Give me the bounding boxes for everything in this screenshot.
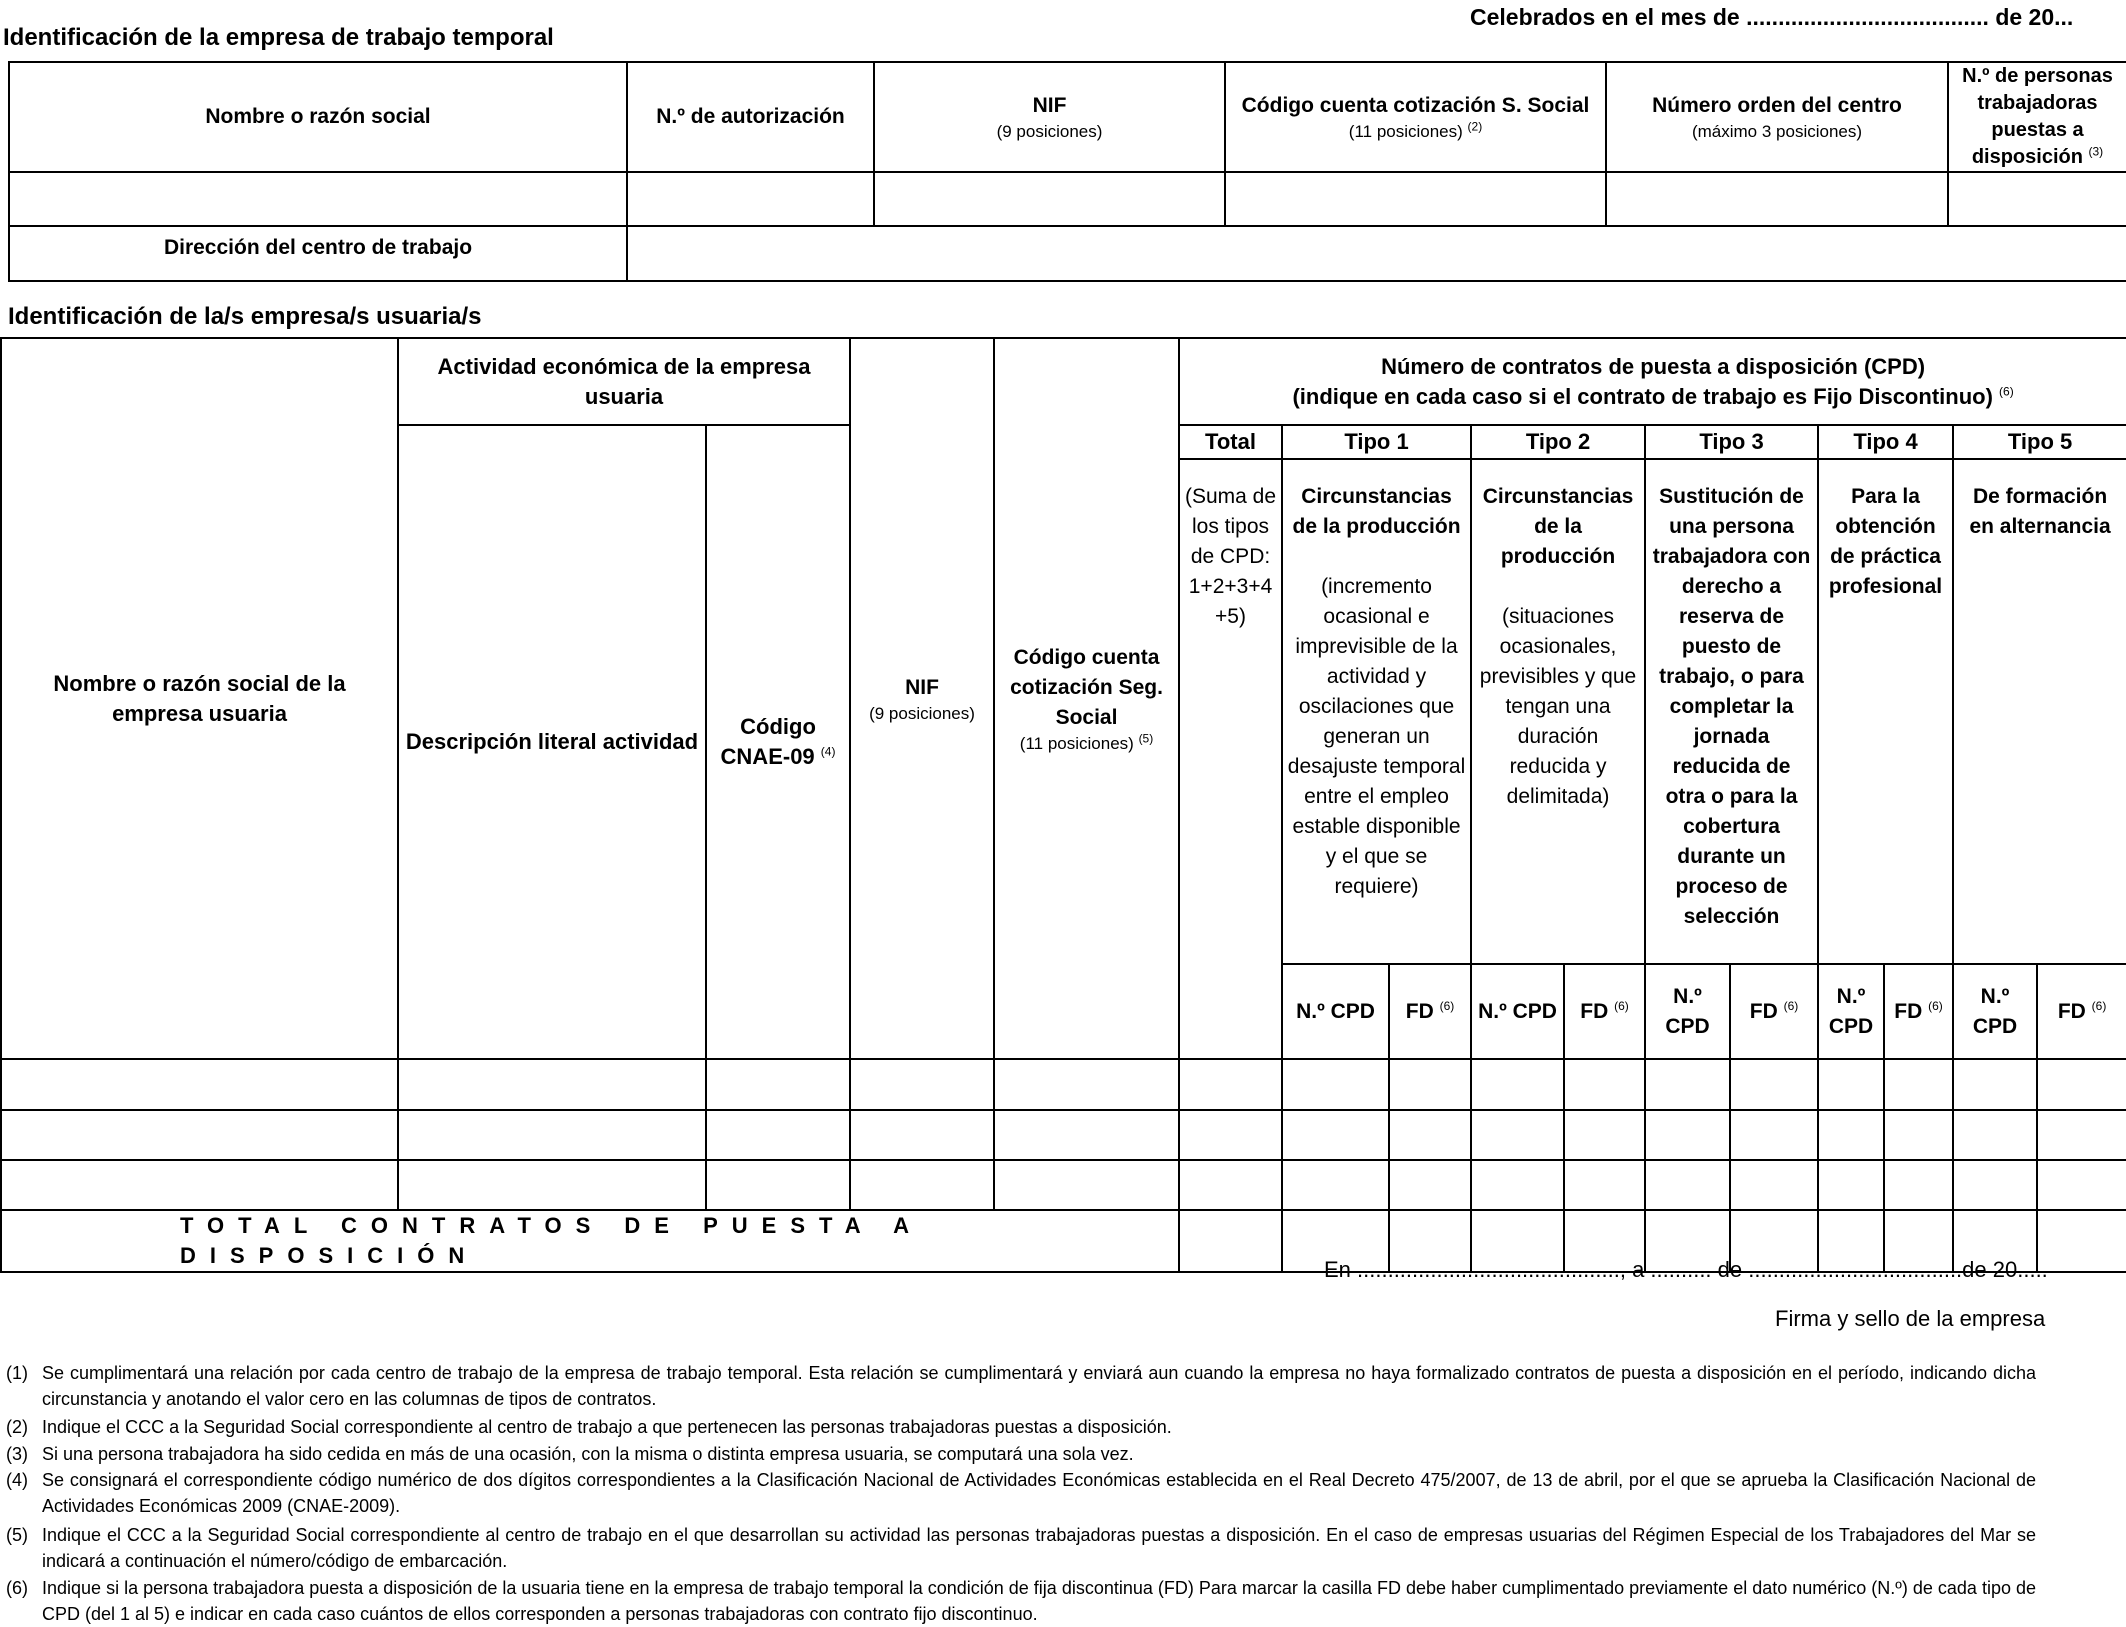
t5-ncpd-head: N.º CPD — [1953, 964, 2037, 1059]
footnote-4 — [6, 1467, 2036, 1519]
type-5-desc — [1953, 459, 2126, 964]
row-cell[interactable] — [1645, 1160, 1730, 1210]
row-cell[interactable] — [1818, 1110, 1884, 1160]
row-cell[interactable] — [1179, 1059, 1282, 1110]
type-3-label: Tipo 3 — [1645, 425, 1818, 459]
ett-centro-label: Número orden del centro — [1652, 94, 1902, 117]
cpd-line2: (indique en cada caso si el contrato de trabajo es Fijo Discontinuo) — [1292, 383, 1993, 409]
footnote-6-num: (6) — [6, 1578, 28, 1598]
table-row — [1, 1160, 2126, 1210]
type-5-desc-bold: De formación en alternancia — [1969, 485, 2111, 538]
row-cell[interactable] — [1179, 1160, 1282, 1210]
usu-ccc-label: Código cuenta cotización Seg. Social — [1010, 645, 1163, 729]
row-cell[interactable] — [1179, 1110, 1282, 1160]
ett-col-auth: N.º de autorización — [627, 62, 874, 172]
t4-ncpd-head: N.º CPD — [1818, 964, 1884, 1059]
row-cell[interactable] — [1730, 1160, 1818, 1210]
t1-fd-ref: (6) — [1439, 998, 1455, 1013]
usu-ccc-note: (11 posiciones) — [1019, 733, 1134, 753]
cnae-label: Código CNAE-09 — [720, 714, 816, 769]
t3-fd-label: FD — [1749, 999, 1778, 1023]
footnote-2-num: (2) — [6, 1417, 28, 1437]
usuaria-section-title: Identificación de la/s empresa/s usuaria/s — [8, 303, 482, 330]
ett-name-input[interactable] — [9, 172, 627, 226]
t5-fd-head — [2037, 964, 2126, 1059]
t4-fd-label: FD — [1894, 999, 1923, 1023]
footnote-4-num: (4) — [6, 1470, 28, 1490]
row-cell[interactable] — [398, 1059, 706, 1110]
row-cell[interactable] — [1389, 1160, 1471, 1210]
total-row-label: TOTAL CONTRATOS DE PUESTA A DISPOSICIÓN — [1, 1210, 1179, 1272]
ett-col-personas — [1948, 62, 2126, 172]
row-cell[interactable] — [850, 1059, 994, 1110]
row-cell[interactable] — [2037, 1059, 2126, 1110]
t5-fd-label: FD — [2057, 999, 2086, 1023]
footnote-5-num: (5) — [6, 1525, 28, 1545]
footnote-1-text: Se cumplimentará una relación por cada centro de trabajo de la empresa de trabajo temporal. Esta relación se cumplimentará y enviará aun cuando la empresa no haya formalizado contratos de puesta a disposición en el período, indicando dicha circunstancia y anotando el valor cero en las columnas de tipos de contratos. — [42, 1363, 2036, 1409]
cnae-ref: (4) — [820, 744, 836, 759]
t1-fd-head — [1389, 964, 1471, 1059]
row-cell[interactable] — [994, 1160, 1179, 1210]
type-2-label: Tipo 2 — [1471, 425, 1645, 459]
ett-centro-note: (máximo 3 posiciones) — [1691, 122, 1863, 141]
ett-ccc-ref: (2) — [1467, 119, 1483, 134]
row-cell[interactable] — [398, 1160, 706, 1210]
row-cell[interactable] — [706, 1160, 850, 1210]
row-cell[interactable] — [1564, 1110, 1645, 1160]
usu-col-ccc — [994, 338, 1179, 1059]
direccion-label: Dirección del centro de trabajo — [9, 226, 627, 281]
row-cell[interactable] — [1389, 1110, 1471, 1160]
t1-ncpd-head: N.º CPD — [1282, 964, 1389, 1059]
row-cell[interactable] — [1282, 1160, 1389, 1210]
row-cell[interactable] — [2037, 1110, 2126, 1160]
usu-col-desc: Descripción literal actividad — [398, 425, 706, 1059]
footnote-2 — [6, 1414, 2036, 1440]
row-cell[interactable] — [1953, 1059, 2037, 1110]
total-cell[interactable] — [2037, 1210, 2126, 1272]
total-cell[interactable] — [1179, 1210, 1282, 1272]
type-total-label: Total — [1179, 425, 1282, 459]
row-cell[interactable] — [1730, 1059, 1818, 1110]
usu-col-cpd — [1179, 338, 2126, 425]
row-cell[interactable] — [1953, 1110, 2037, 1160]
ett-col-centro — [1606, 62, 1948, 172]
row-cell[interactable] — [706, 1110, 850, 1160]
type-3-desc — [1645, 459, 1818, 964]
cpd-line1: Número de contratos de puesta a disposición (CPD) — [1381, 353, 1926, 379]
type-total-desc-text: (Suma de los tipos de CPD: 1+2+3+4 +5) — [1184, 485, 1277, 628]
row-cell[interactable] — [1, 1160, 398, 1210]
t1-fd-label: FD — [1405, 999, 1434, 1023]
type-2-desc-text: (situaciones ocasionales, previsibles y que tengan una duración reducida y delimitada) — [1479, 605, 1637, 808]
ett-personas-ref: (3) — [2088, 144, 2104, 159]
row-cell[interactable] — [398, 1110, 706, 1160]
type-5-label: Tipo 5 — [1953, 425, 2126, 459]
usu-col-nif — [850, 338, 994, 1059]
ett-ccc-note: (11 posiciones) — [1348, 122, 1463, 141]
row-cell[interactable] — [1953, 1160, 2037, 1210]
footnote-5-text: Indique el CCC a la Seguridad Social correspondiente al centro de trabajo en el que desarrollan su actividad las personas trabajadoras puestas a disposición. En el caso de empresas usuarias del Régimen Especial de los Trabajadores del Mar se indicará a continuación el número/código de embarcación. — [42, 1525, 2036, 1571]
row-cell[interactable] — [1282, 1110, 1389, 1160]
usu-nif-label: NIF — [905, 675, 939, 699]
row-cell[interactable] — [994, 1110, 1179, 1160]
row-cell[interactable] — [1645, 1059, 1730, 1110]
month-line: Celebrados en el mes de ...................................... de 20... — [1470, 4, 2074, 30]
t2-ncpd-head: N.º CPD — [1471, 964, 1564, 1059]
type-1-label: Tipo 1 — [1282, 425, 1471, 459]
t2-fd-label: FD — [1580, 999, 1609, 1023]
footnote-1-num: (1) — [6, 1363, 28, 1383]
table-row — [1, 1110, 2126, 1160]
usu-nif-note: (9 posiciones) — [869, 703, 975, 723]
ett-table — [8, 61, 2126, 282]
type-1-desc-text: (incremento ocasional e imprevisible de la actividad y oscilaciones que generan un desajuste temporal entre el empleo estable disponible y el que se requiere) — [1287, 575, 1466, 898]
usuaria-table — [0, 337, 2126, 1273]
row-cell[interactable] — [1, 1110, 398, 1160]
row-cell[interactable] — [1884, 1160, 1953, 1210]
row-cell[interactable] — [1471, 1110, 1564, 1160]
ett-section-title: Identificación de la empresa de trabajo temporal — [3, 24, 554, 51]
type-2-desc-bold: Circunstancias de la producción — [1482, 485, 1634, 568]
footnote-3-text: Si una persona trabajadora ha sido cedida en más de una ocasión, con la misma o distinta empresa usuaria, se computará una sola vez. — [42, 1444, 1134, 1464]
row-cell[interactable] — [1282, 1059, 1389, 1110]
type-4-desc-bold: Para la obtención de práctica profesional — [1828, 485, 1943, 598]
cpd-ref: (6) — [1999, 384, 2014, 399]
row-cell[interactable] — [1471, 1059, 1564, 1110]
row-cell[interactable] — [1645, 1110, 1730, 1160]
t4-fd-head — [1884, 964, 1953, 1059]
type-2-desc — [1471, 459, 1645, 964]
signature-label: Firma y sello de la empresa — [1775, 1306, 2046, 1331]
t5-fd-ref: (6) — [2091, 998, 2107, 1013]
ett-auth-input[interactable] — [627, 172, 874, 226]
footnote-3-num: (3) — [6, 1444, 28, 1464]
row-cell[interactable] — [1564, 1160, 1645, 1210]
usu-col-name: Nombre o razón social de la empresa usuaria — [1, 338, 398, 1059]
type-1-desc-bold: Circunstancias de la producción — [1292, 485, 1461, 538]
row-cell[interactable] — [1818, 1160, 1884, 1210]
t3-fd-ref: (6) — [1783, 998, 1799, 1013]
t2-fd-head — [1564, 964, 1645, 1059]
usu-ccc-ref: (5) — [1138, 730, 1154, 745]
ett-nif-input[interactable] — [874, 172, 1225, 226]
footnote-1 — [6, 1360, 2036, 1412]
row-cell[interactable] — [1, 1059, 398, 1110]
row-cell[interactable] — [1471, 1160, 1564, 1210]
direccion-input[interactable] — [627, 226, 2126, 281]
footnote-6-text: Indique si la persona trabajadora puesta a disposición de la usuaria tiene en la empresa de trabajo temporal la condición de fija discontinua (FD) Para marcar la casilla FD debe haber cumplimentado previamente el dato numérico (N.º) de cada tipo de CPD (del 1 al 5) e indicar en cada caso cuántos de ellos corresponden a personas trabajadoras con contrato fijo discontinuo. — [42, 1578, 2036, 1624]
ett-nif-note: (9 posiciones) — [996, 122, 1103, 141]
row-cell[interactable] — [2037, 1160, 2126, 1210]
ett-ccc-input[interactable] — [1225, 172, 1606, 226]
footnote-4-text: Se consignará el correspondiente código numérico de dos dígitos correspondientes a la Clasificación Nacional de Actividades Económicas establecida en el Real Decreto 475/2007, de 13 de abril, por el que se aprueba la Clasificación Nacional de Actividades Económicas 2009 (CNAE-2009). — [42, 1470, 2036, 1516]
footnote-3 — [6, 1441, 2036, 1467]
ett-col-ccc — [1225, 62, 1606, 172]
ett-ccc-label: Código cuenta cotización S. Social — [1241, 94, 1590, 117]
footnote-2-text: Indique el CCC a la Seguridad Social correspondiente al centro de trabajo a que pertenecen las personas trabajadoras puestas a disposición. — [42, 1417, 1172, 1437]
row-cell[interactable] — [850, 1160, 994, 1210]
usu-col-cnae — [706, 425, 850, 1059]
row-cell[interactable] — [1884, 1059, 1953, 1110]
ett-personas-input[interactable] — [1948, 172, 2126, 226]
row-cell[interactable] — [1564, 1059, 1645, 1110]
place-date-line: En ..........................................., a .......... de ...................................de 20..... — [1324, 1257, 2048, 1282]
ett-nif-label: NIF — [1032, 94, 1067, 117]
type-total-desc — [1179, 459, 1282, 1059]
ett-col-nif — [874, 62, 1225, 172]
t2-fd-ref: (6) — [1614, 998, 1629, 1013]
type-1-desc — [1282, 459, 1471, 964]
usu-col-actividad: Actividad económica de la empresa usuaria — [398, 338, 850, 425]
ett-col-name: Nombre o razón social — [9, 62, 627, 172]
type-4-desc — [1818, 459, 1953, 964]
row-cell[interactable] — [850, 1110, 994, 1160]
ett-centro-input[interactable] — [1606, 172, 1948, 226]
type-3-desc-bold: Sustitución de una persona trabajadora con derecho a reserva de puesto de trabajo, o para completar la jornada reducida de otra o para la cobertura durante un proceso de selección — [1652, 485, 1811, 928]
row-cell[interactable] — [706, 1059, 850, 1110]
ett-personas-label: N.º de personas trabajadoras puestas a disposición — [1962, 65, 2113, 168]
t4-fd-ref: (6) — [1928, 998, 1943, 1013]
type-4-label: Tipo 4 — [1818, 425, 1953, 459]
footnote-5 — [6, 1522, 2036, 1574]
row-cell[interactable] — [1818, 1059, 1884, 1110]
row-cell[interactable] — [1389, 1059, 1471, 1110]
row-cell[interactable] — [1884, 1110, 1953, 1160]
t3-ncpd-head: N.º CPD — [1645, 964, 1730, 1059]
t3-fd-head — [1730, 964, 1818, 1059]
row-cell[interactable] — [1730, 1110, 1818, 1160]
footnote-6 — [6, 1575, 2036, 1627]
row-cell[interactable] — [994, 1059, 1179, 1110]
table-row — [1, 1059, 2126, 1110]
